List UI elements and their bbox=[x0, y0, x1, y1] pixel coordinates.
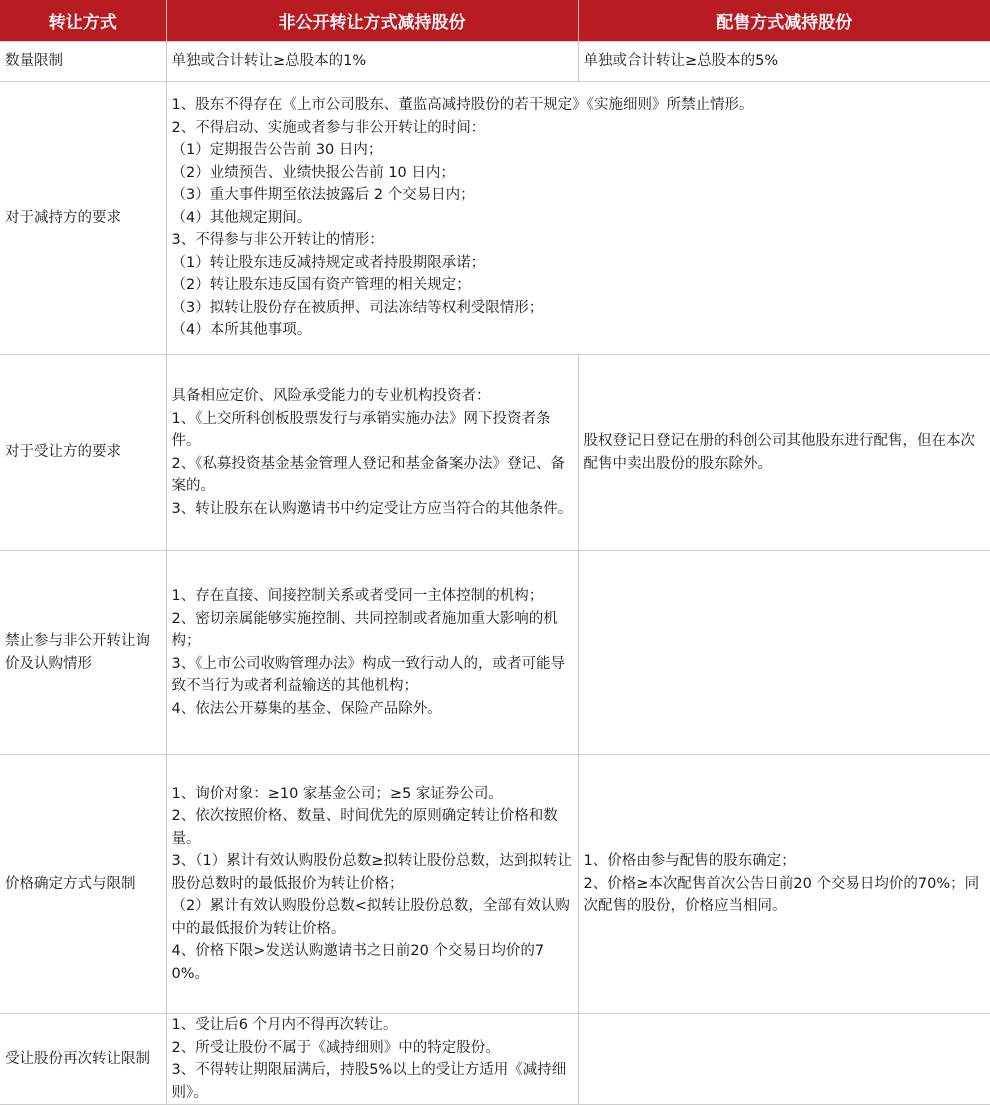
cell-line: 3、不得转让期限届满后，持股5%以上的受让方适用《减持细则》。 bbox=[171, 1062, 567, 1101]
cell-line: 4、依法公开募集的基金、保险产品除外。 bbox=[171, 700, 442, 717]
cell-line: （1）定期报告公告前 30 日内； bbox=[171, 142, 383, 159]
cell-non-public bbox=[166, 551, 578, 755]
cell-line: （3）重大事件期至依法披露后 2 个交易日内； bbox=[171, 187, 475, 204]
table-row bbox=[0, 755, 990, 1014]
cell-line: 单独或合计转让≥总股本的5% bbox=[583, 53, 779, 70]
cell-line: 1、受让后6 个月内不得再次转让。 bbox=[171, 1017, 398, 1033]
cell-line: 4、价格下限>发送认购邀请书之日前20 个交易日均价的70%。 bbox=[171, 943, 545, 982]
row-label: 对于减持方的要求 bbox=[0, 82, 166, 355]
cell-line: （2）累计有效认购股份总数<拟转让股份总数，全部有效认购中的最低报价为转让价格。 bbox=[171, 898, 570, 937]
row-label: 禁止参与非公开转让询价及认购情形 bbox=[0, 551, 166, 755]
cell-non-public bbox=[166, 755, 578, 1014]
cell-non-public bbox=[166, 1014, 578, 1105]
table-row bbox=[0, 551, 990, 755]
cell-line: 2、不得启动、实施或者参与非公开转让的时间： bbox=[171, 119, 486, 136]
cell-non-public bbox=[166, 82, 990, 355]
cell-line: 1、股东不得存在《上市公司股东、董监高减持股份的若干规定》《实施细则》所禁止情形。 bbox=[171, 97, 754, 114]
table-row bbox=[0, 1014, 990, 1105]
cell-line: 1、《上交所科创板股票发行与承销实施办法》网下投资者条件。 bbox=[171, 410, 551, 449]
cell-line: 2、价格≥本次配售首次公告日前20 个交易日均价的70%；同次配售的股份，价格应当相同。 bbox=[583, 875, 980, 915]
cell-line: 3、转让股东在认购邀请书中约定受让方应当符合的其他条件。 bbox=[171, 500, 573, 517]
row-label: 价格确定方式与限制 bbox=[0, 755, 166, 1014]
cell-line: 2、密切亲属能够实施控制、共同控制或者施加重大影响的机构； bbox=[171, 610, 558, 649]
header-non-public-transfer: 非公开转让方式减持股份 bbox=[166, 0, 578, 42]
cell-line: （2）业绩预告、业绩快报公告前 10 日内； bbox=[171, 164, 455, 181]
cell-line: 2、所受让股份不属于《减持细则》中的特定股份。 bbox=[171, 1039, 500, 1056]
cell-line: 具备相应定价、风险承受能力的专业机构投资者： bbox=[171, 388, 491, 404]
cell-line: （2）转让股东违反国有资产管理的相关规定； bbox=[171, 277, 471, 294]
cell-line: （3）拟转让股份存在被质押、司法冻结等权利受限情形； bbox=[171, 299, 544, 316]
cell-line: 2、《私募投资基金基金管理人登记和基金备案办法》登记、备案的。 bbox=[171, 455, 565, 494]
cell-line: （1）转让股东违反减持规定或者持股期限承诺； bbox=[171, 254, 486, 271]
cell-placement bbox=[578, 42, 990, 82]
cell-line: 1、价格由参与配售的股东确定； bbox=[583, 853, 796, 870]
cell-line: （4）其他规定期间。 bbox=[171, 209, 312, 226]
cell-line: 股权登记日登记在册的科创公司其他股东进行配售，但在本次配售中卖出股份的股东除外。 bbox=[583, 433, 975, 472]
row-label: 对于受让方的要求 bbox=[0, 355, 166, 551]
cell-placement bbox=[578, 755, 990, 1014]
cell-placement bbox=[578, 551, 990, 755]
cell-line: （4）本所其他事项。 bbox=[171, 322, 312, 339]
cell-line: 单独或合计转让≥总股本的1% bbox=[171, 53, 367, 70]
table-row bbox=[0, 42, 990, 82]
row-label: 受让股份再次转让限制 bbox=[0, 1014, 166, 1105]
cell-line: 3、不得参与非公开转让的情形： bbox=[171, 232, 384, 249]
cell-line: 2、依次按照价格、数量、时间优先的原则确定转让价格和数量。 bbox=[171, 808, 558, 847]
row-label: 数量限制 bbox=[0, 42, 166, 82]
cell-line: 1、询价对象：≥10 家基金公司；≥5 家证券公司。 bbox=[171, 785, 503, 802]
header-transfer-method: 转让方式 bbox=[0, 0, 166, 42]
cell-placement bbox=[578, 355, 990, 551]
table-row bbox=[0, 355, 990, 551]
cell-line: 3、《上市公司收购管理办法》构成一致行动人的，或者可能导致不当行为或者利益输送的其他机构； bbox=[171, 655, 565, 694]
cell-line: 1、存在直接、间接控制关系或者受同一主体控制的机构； bbox=[171, 588, 544, 604]
header-placement: 配售方式减持股份 bbox=[578, 0, 990, 42]
cell-line: 3、（1）累计有效认购股份总数≥拟转让股份总数，达到拟转让股份总数时的最低报价为转让价格； bbox=[171, 853, 572, 892]
cell-placement bbox=[578, 1014, 990, 1105]
table-row bbox=[0, 82, 990, 355]
cell-non-public bbox=[166, 355, 578, 551]
cell-non-public bbox=[166, 42, 578, 82]
header-row bbox=[0, 0, 990, 42]
